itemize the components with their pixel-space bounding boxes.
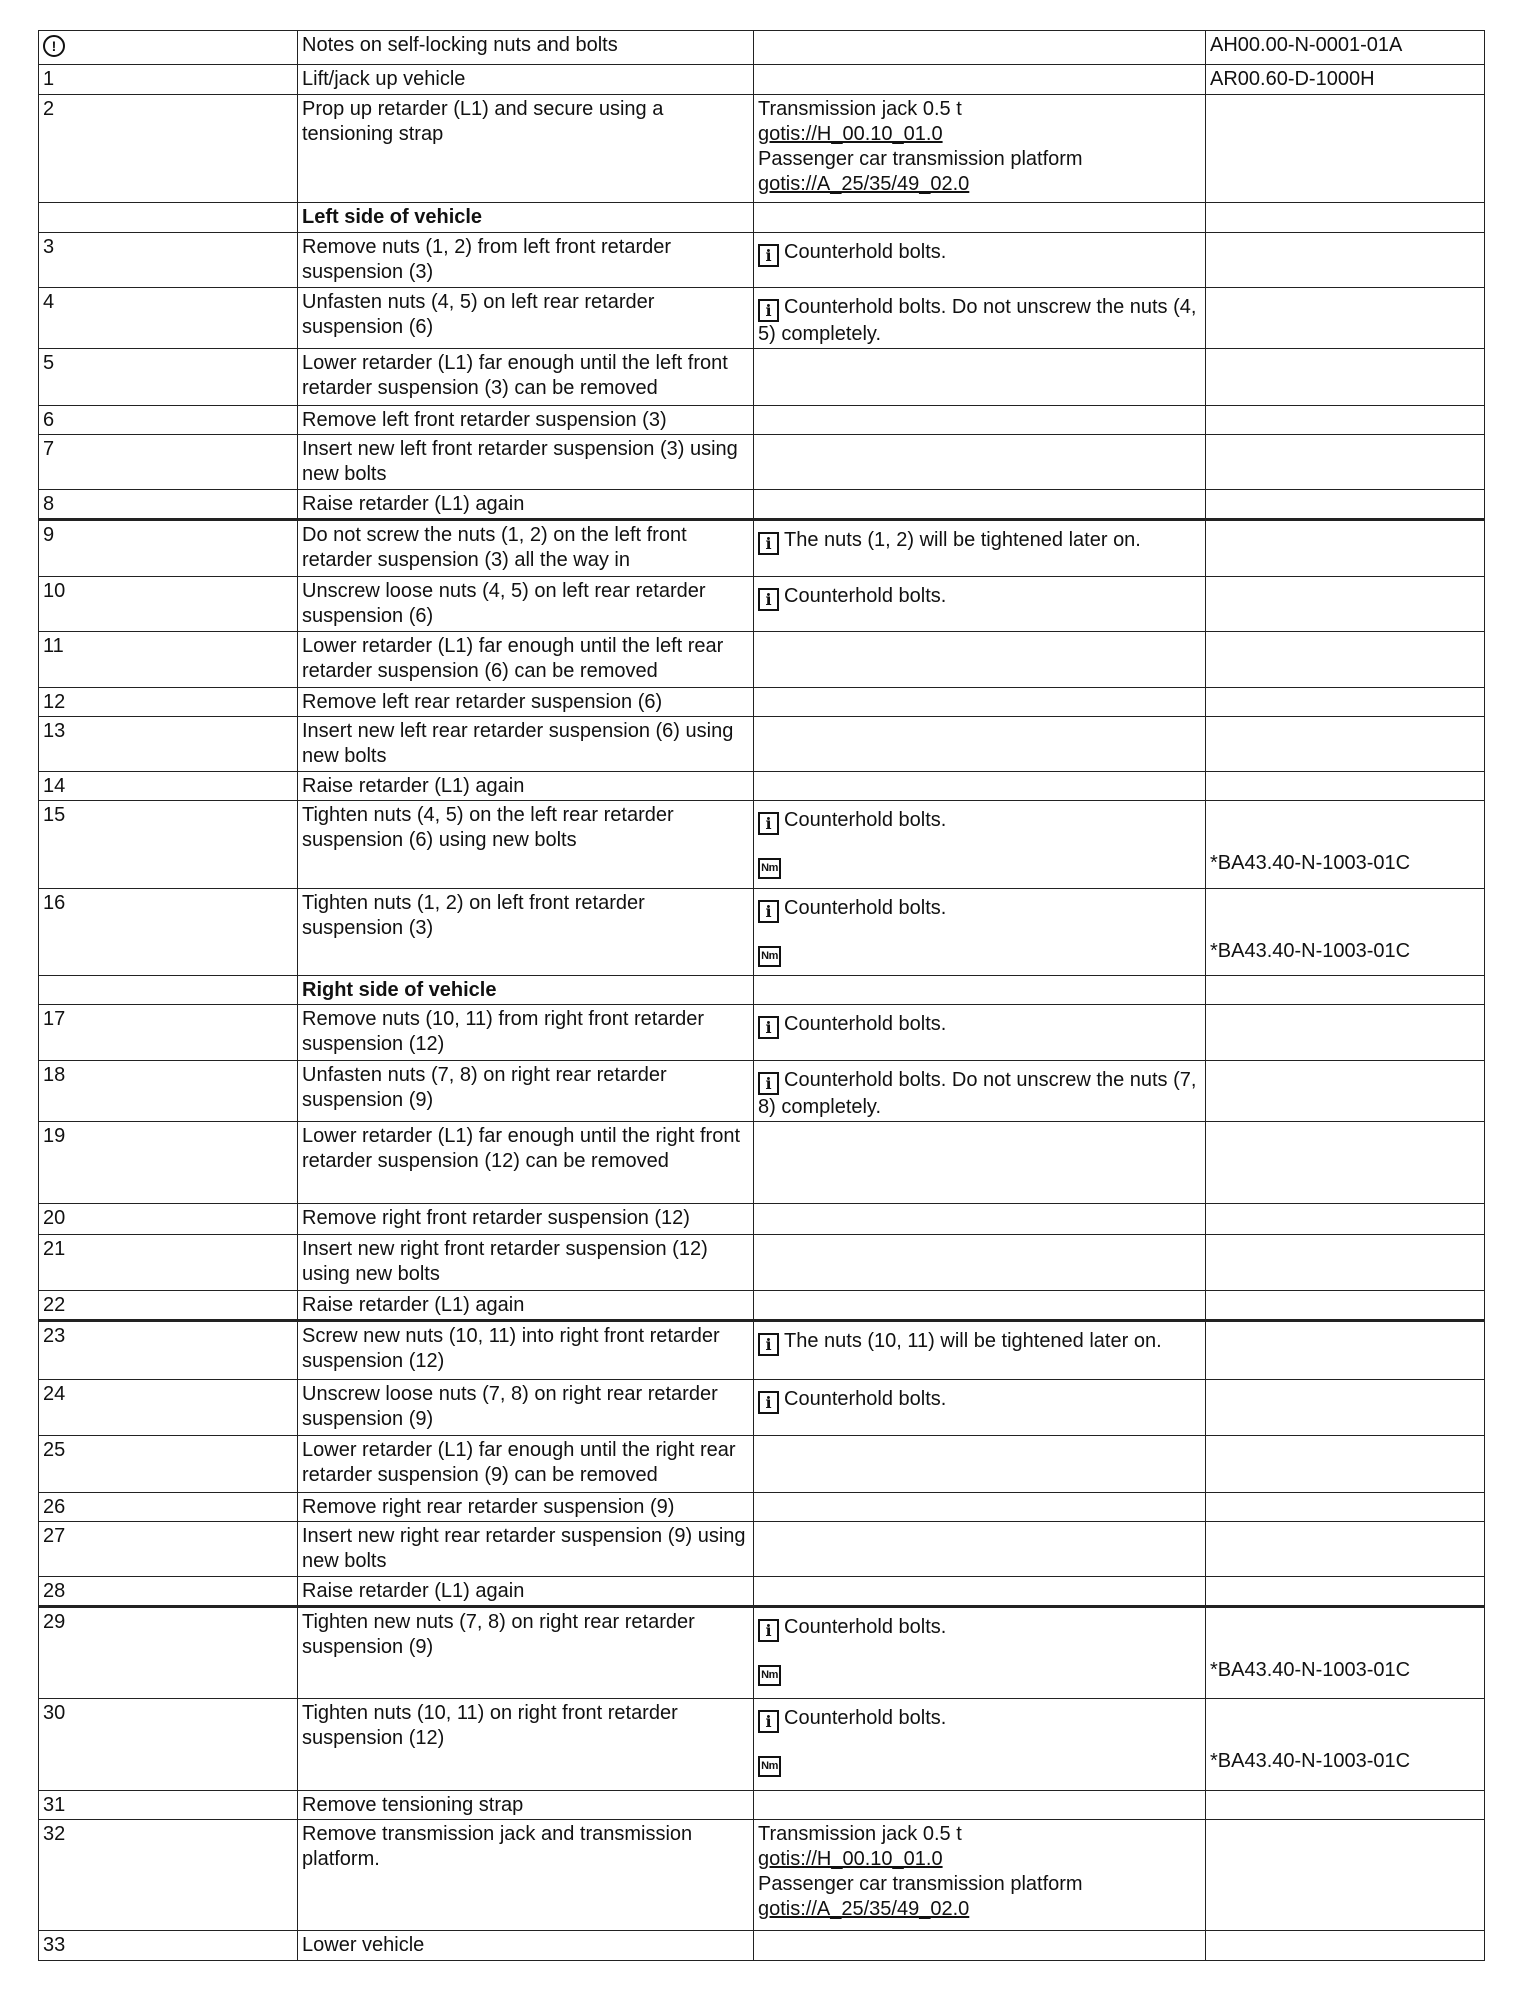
action-cell: Lower retarder (L1) far enough until the left rear retarder suspension (6) can be removed [298,632,754,688]
action-cell: Insert new right front retarder suspension (12) using new bolts [298,1235,754,1291]
step-number: 28 [39,1577,298,1607]
note-cell: i Counterhold bolts. Do not unscrew the nuts (7, 8) completely. [754,1061,1206,1122]
step-number: 15 [39,801,298,889]
warning-circle-icon: ! [43,35,65,57]
gotis-link[interactable]: gotis://A_25/35/49_02.0 [758,173,970,195]
reference-cell [1206,233,1485,288]
note-cell: i Counterhold bolts. [754,1005,1206,1061]
action-cell: Remove transmission jack and transmission platform. [298,1820,754,1931]
step-number: 1 [39,65,298,95]
torque-nm-icon: Nm [758,1756,781,1777]
tool-name: Transmission jack 0.5 t [758,1823,962,1845]
note-cell [754,1820,1206,1931]
action-cell: Screw new nuts (10, 11) into right front retarder suspension (12) [298,1321,754,1380]
action-cell: Lower retarder (L1) far enough until the right rear retarder suspension (9) can be removed [298,1436,754,1493]
info-icon: i [758,299,779,322]
action-cell: Unfasten nuts (4, 5) on left rear retarder suspension (6) [298,288,754,349]
note-cell: i Counterhold bolts. [754,1380,1206,1436]
torque-nm-icon: Nm [758,946,781,967]
action-cell: Remove tensioning strap [298,1791,754,1820]
step-number: 23 [39,1321,298,1380]
action-cell: Prop up retarder (L1) and secure using a tensioning strap [298,95,754,203]
note-cell: i Counterhold bolts. Nm [754,889,1206,976]
section-heading: Left side of vehicle [298,203,754,233]
action-cell: Raise retarder (L1) again [298,772,754,801]
action-cell: Insert new left rear retarder suspension (6) using new bolts [298,717,754,772]
action-cell: Remove left front retarder suspension (3) [298,406,754,435]
step-number: 30 [39,1699,298,1791]
step-number: 10 [39,577,298,632]
step-number: 22 [39,1291,298,1321]
action-cell: Insert new right rear retarder suspension (9) using new bolts [298,1522,754,1577]
action-cell: Remove nuts (10, 11) from right front retarder suspension (12) [298,1005,754,1061]
info-icon: i [758,1333,779,1356]
action-cell: Unfasten nuts (7, 8) on right rear retarder suspension (9) [298,1061,754,1122]
action-cell: Unscrew loose nuts (7, 8) on right rear retarder suspension (9) [298,1380,754,1436]
step-number: 9 [39,520,298,577]
action-cell: Insert new left front retarder suspension (3) using new bolts [298,435,754,490]
tool-name: Transmission jack 0.5 t [758,98,962,120]
action-cell: Lower retarder (L1) far enough until the left front retarder suspension (3) can be removed [298,349,754,406]
step-number: 33 [39,1931,298,1961]
step-number: 32 [39,1820,298,1931]
reference-link[interactable]: *BA43.40-N-1003-01C [1210,1659,1411,1681]
torque-nm-icon: Nm [758,1665,781,1686]
action-cell: Lower retarder (L1) far enough until the right front retarder suspension (12) can be removed [298,1122,754,1204]
step-number: 12 [39,688,298,717]
action-cell: Tighten nuts (1, 2) on left front retarder suspension (3) [298,889,754,976]
action-cell: Raise retarder (L1) again [298,1291,754,1321]
step-number: 31 [39,1791,298,1820]
step-number: 14 [39,772,298,801]
step-number: 6 [39,406,298,435]
action-cell: Lift/jack up vehicle [298,65,754,95]
step-number: 5 [39,349,298,406]
step-number: 2 [39,95,298,203]
note-cell: i The nuts (10, 11) will be tightened later on. [754,1321,1206,1380]
step-number: 3 [39,233,298,288]
info-icon: i [758,244,779,267]
reference-link[interactable]: *BA43.40-N-1003-01C [1210,852,1411,874]
info-icon: i [758,1016,779,1039]
action-cell: Remove left rear retarder suspension (6) [298,688,754,717]
action-cell: Remove nuts (1, 2) from left front retarder suspension (3) [298,233,754,288]
step-number: 13 [39,717,298,772]
step-number: 11 [39,632,298,688]
reference-link[interactable]: AH00.00-N-0001-01A [1206,31,1485,65]
tool-name: Passenger car transmission platform [758,1873,1083,1895]
info-icon: i [758,532,779,555]
step-number: 20 [39,1204,298,1235]
torque-nm-icon: Nm [758,858,781,879]
reference-cell [1206,1607,1485,1699]
step-number: 4 [39,288,298,349]
info-icon: i [758,1710,779,1733]
action-cell: Remove right rear retarder suspension (9) [298,1493,754,1522]
step-number: 19 [39,1122,298,1204]
reference-cell [1206,288,1485,349]
action-cell: Tighten nuts (4, 5) on the left rear retarder suspension (6) using new bolts [298,801,754,889]
action-cell: Do not screw the nuts (1, 2) on the left front retarder suspension (3) all the way in [298,520,754,577]
step-cell [39,31,298,65]
step-number: 7 [39,435,298,490]
note-cell [754,65,1206,95]
note-cell: i Counterhold bolts. Nm [754,1699,1206,1791]
reference-cell [1206,801,1485,889]
info-icon: i [758,1391,779,1414]
note-cell: i Counterhold bolts. Nm [754,1607,1206,1699]
action-cell: Tighten nuts (10, 11) on right front retarder suspension (12) [298,1699,754,1791]
info-icon: i [758,588,779,611]
info-icon: i [758,1072,779,1095]
info-icon: i [758,812,779,835]
action-cell: Notes on self-locking nuts and bolts [298,31,754,65]
step-number: 21 [39,1235,298,1291]
reference-link[interactable]: *BA43.40-N-1003-01C [1210,1750,1411,1772]
action-cell: Unscrew loose nuts (4, 5) on left rear retarder suspension (6) [298,577,754,632]
section-heading: Right side of vehicle [298,976,754,1005]
action-cell: Raise retarder (L1) again [298,490,754,520]
note-cell: i Counterhold bolts. Do not unscrew the nuts (4, 5) completely. [754,288,1206,349]
note-cell: i Counterhold bolts. Nm [754,801,1206,889]
action-cell: Tighten new nuts (7, 8) on right rear retarder suspension (9) [298,1607,754,1699]
action-cell: Lower vehicle [298,1931,754,1961]
note-cell [754,95,1206,203]
reference-cell [1206,1699,1485,1791]
tool-name: Passenger car transmission platform [758,148,1083,170]
action-cell: Remove right front retarder suspension (12) [298,1204,754,1235]
note-cell: i The nuts (1, 2) will be tightened later on. [754,520,1206,577]
gotis-link[interactable]: gotis://H_00.10_01.0 [758,1848,943,1870]
step-number: 29 [39,1607,298,1699]
action-cell: Raise retarder (L1) again [298,1577,754,1607]
reference-link[interactable]: *BA43.40-N-1003-01C [1210,940,1411,962]
info-icon: i [758,1619,779,1642]
reference-link[interactable]: AR00.60-D-1000H [1206,65,1485,95]
info-icon: i [758,900,779,923]
note-cell: i Counterhold bolts. [754,233,1206,288]
step-number: 24 [39,1380,298,1436]
reference-cell [1206,889,1485,976]
reference-cell [1206,95,1485,203]
step-number: 18 [39,1061,298,1122]
gotis-link[interactable]: gotis://H_00.10_01.0 [758,123,943,145]
step-number: 8 [39,490,298,520]
note-cell [754,31,1206,65]
note-cell: i Counterhold bolts. [754,577,1206,632]
step-number: 17 [39,1005,298,1061]
step-number: 26 [39,1493,298,1522]
step-number: 25 [39,1436,298,1493]
gotis-link[interactable]: gotis://A_25/35/49_02.0 [758,1898,970,1920]
step-number: 16 [39,889,298,976]
step-number: 27 [39,1522,298,1577]
procedure-table [38,30,1485,1961]
